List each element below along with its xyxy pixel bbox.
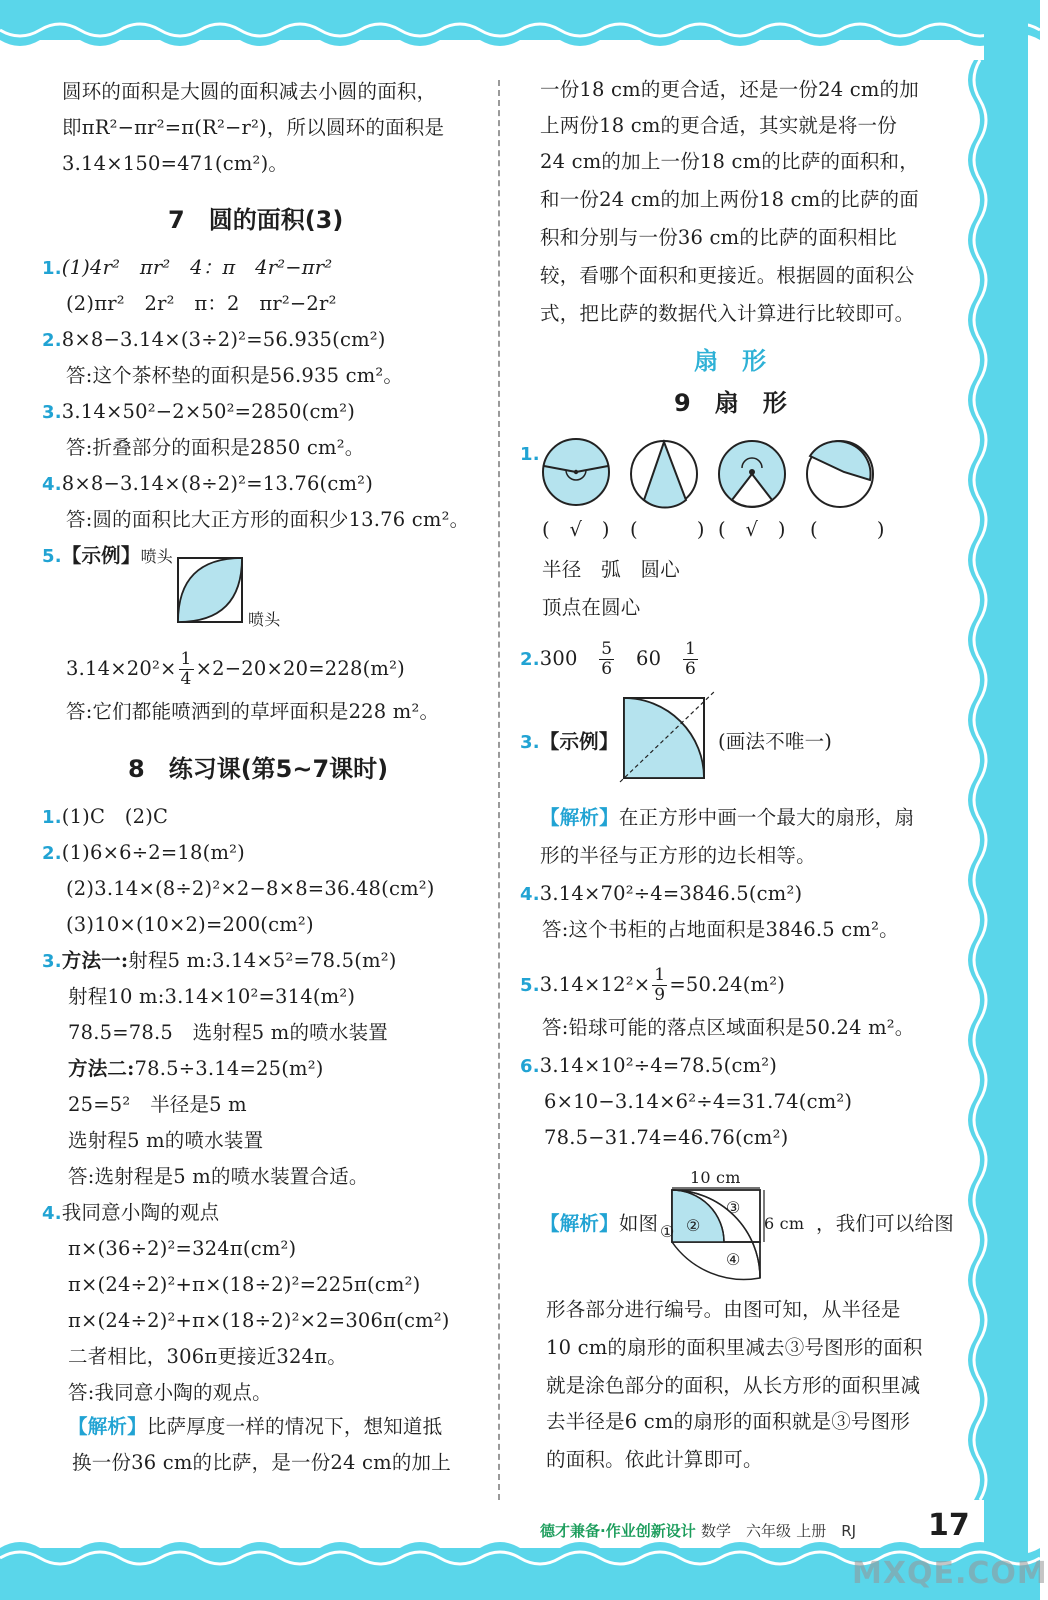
s8-q4-calc-3: π×(24÷2)²+π×(18÷2)²×2=306π(cm²): [68, 1309, 450, 1332]
s8-q3-calc-1: 射程5 m:3.14×5²=78.5(m²): [128, 949, 397, 972]
s7-q3-number: 3.: [42, 402, 62, 423]
s9-q5-calc-a: 3.14×12²×: [539, 973, 651, 996]
s9-q6-figure-side-label: 6 cm: [764, 1214, 805, 1233]
s9-q4-calc: 3.14×70²÷4=3846.5(cm²): [539, 882, 803, 905]
section-7-title: 7 圆的面积(3): [168, 206, 344, 234]
s8-q3-answer: 答:选射程是5 m的喷水装置合适。: [68, 1165, 369, 1188]
s9-q6-number: 6.: [520, 1056, 540, 1077]
s9-q1-terms: 半径 弧 圆心: [542, 558, 680, 581]
s9-q3-explain-1: [540, 806, 914, 830]
s9-q6-explain-0b: ，我们可以给图: [816, 1212, 954, 1235]
s9-q5-fraction: [652, 966, 667, 1005]
s9-q2-a: 300: [539, 647, 578, 670]
s9-q4-line-1: [520, 882, 802, 907]
s8-q4-answer: 答:我同意小陶的观点。: [68, 1381, 272, 1404]
s9-q1-number: 1.: [520, 444, 540, 465]
s9-q5-calc-b: =50.24(m²): [669, 973, 786, 996]
s9-q6-label-2: ②: [686, 1216, 701, 1235]
s8-q2-number: 2.: [42, 843, 62, 864]
intro-line-1: 圆环的面积是大圆的面积减去小圆的面积，: [62, 80, 437, 103]
cont-line-3: 24 cm的加上一份18 cm的比萨的面积和，: [540, 150, 919, 173]
s9-q1-mark-4: ( ): [810, 518, 885, 541]
s9-q3-number: 3.: [520, 732, 540, 753]
cont-line-2: 上两份18 cm的更合适，其实就是将一份: [540, 114, 897, 137]
s7-q5-calc: [66, 650, 405, 689]
s8-q4-explain-1: [68, 1415, 442, 1439]
s7-q5-calc-b: ×2−20×20=228(m²): [195, 657, 405, 680]
s9-q3-line: [520, 730, 619, 755]
right-wave-band: [960, 0, 1028, 1600]
s9-q3-note: (画法不唯一): [718, 730, 833, 753]
s7-q2-answer: 答:这个茶杯垫的面积是56.935 cm²。: [66, 364, 404, 387]
s7-q5-frac-num: 1: [180, 649, 192, 669]
s9-q2-f1-den: 6: [601, 659, 613, 679]
unit-title: 扇 形: [694, 347, 766, 375]
s9-q6-label-3: ③: [726, 1198, 741, 1217]
s8-q3-number: 3.: [42, 951, 62, 972]
section-9-title: 9 扇 形: [674, 389, 787, 417]
s7-q5-calc-a: 3.14×20²×: [66, 657, 177, 680]
s9-q6-explain-5: 的面积。依此计算即可。: [546, 1448, 763, 1471]
footer-volume: 上册 RJ: [796, 1522, 857, 1540]
s9-q2-f2-den: 6: [684, 659, 696, 679]
cont-line-7: 式，把比萨的数据代入计算进行比较即可。: [540, 302, 915, 325]
s9-q3-explain-tag: 【解析】: [540, 806, 619, 829]
s7-q4-answer: 答:圆的面积比大正方形的面积少13.76 cm²。: [66, 508, 470, 531]
s7-q1-number: 1.: [42, 258, 62, 279]
s9-q2-fraction-1: [599, 640, 614, 679]
s8-q2-line-1: [42, 841, 245, 866]
intro-line-3: 3.14×150=471(cm²)。: [62, 152, 289, 175]
page-number: 17: [928, 1508, 970, 1543]
s7-q3-line-1: [42, 400, 355, 425]
s9-q1-mark-1: ( √ ): [542, 518, 610, 541]
s8-q4-calc-1: π×(36÷2)²=324π(cm²): [68, 1237, 297, 1260]
s9-q6-explain-4: 去半径是6 cm的扇形的面积就是③号图形: [546, 1410, 911, 1433]
s9-q3-tag: 【示例】: [539, 730, 619, 753]
s9-q5-frac-den: 9: [654, 985, 666, 1005]
footer-subject: 数学 六年级: [700, 1522, 791, 1540]
s7-q4-line-1: [42, 472, 373, 497]
s8-q2-calc-3: (3)10×(10×2)=200(cm²): [66, 913, 314, 936]
s7-q5-tag: 【示例】: [61, 544, 141, 567]
s9-q6-explain-0a: [540, 1212, 658, 1236]
s8-q3-calc-3: 78.5=78.5 选射程5 m的喷水装置: [68, 1021, 388, 1044]
cont-line-6: 较，看哪个面积和更接近。根据圆的面积公: [540, 264, 915, 287]
s8-q3-method-1: 方法一:: [61, 949, 129, 972]
footer-brand-name: 德才兼备·作业创新设计: [540, 1522, 696, 1540]
s9-q6-explain-tag: 【解析】: [540, 1212, 619, 1235]
s9-q6-line-1: [520, 1054, 777, 1079]
s8-q3-calc-6: 选射程5 m的喷水装置: [68, 1129, 264, 1152]
cont-line-5: 积和分别与一份36 cm的比萨的面积相比: [540, 226, 897, 249]
s8-q3-method-2: 方法二:: [68, 1057, 135, 1080]
s7-q5-answer: 答:它们都能喷洒到的草坪面积是228 m²。: [66, 700, 440, 723]
s9-q6-label-1: ①: [660, 1222, 675, 1241]
s7-q1-line-1: [42, 256, 332, 281]
s7-q5-number: 5.: [42, 546, 62, 567]
s9-q4-number: 4.: [520, 884, 540, 905]
s8-q3-calc-2: 射程10 m:3.14×10²=314(m²): [68, 985, 356, 1008]
s8-q4-explain-2: 换一份36 cm的比萨，是一份24 cm的加上: [72, 1451, 451, 1474]
s9-q1-mark-3: ( √ ): [718, 518, 786, 541]
s9-q6-label-4: ④: [726, 1250, 741, 1269]
s7-q5-nozzle-label-2: 喷头: [248, 610, 281, 629]
s8-q1-text: (1)C (2)C: [61, 805, 169, 828]
s8-q4-explain-tag: 【解析】: [68, 1415, 147, 1438]
s9-q6-calc-2: 6×10−3.14×6²÷4=31.74(cm²): [544, 1090, 853, 1113]
s9-q6-calc-1: 3.14×10²÷4=78.5(cm²): [539, 1054, 778, 1077]
column-divider: [498, 80, 500, 1500]
s8-q2-calc-1: (1)6×6÷2=18(m²): [61, 841, 245, 864]
s9-q1-circles-figure: [540, 436, 890, 512]
s7-q1-text-1: (1)4r² πr² 4：π 4r²−πr²: [61, 256, 333, 279]
s8-q3-line-1: [42, 949, 397, 974]
watermark: MXQE.COM: [852, 1556, 1048, 1591]
intro-line-2: 即πR²−πr²=π(R²−r²)，所以圆环的面积是: [62, 116, 445, 139]
s9-q6-figure-top-label: 10 cm: [690, 1168, 741, 1187]
section-8-title: 8 练习课(第5~7课时): [128, 755, 389, 783]
s9-q4-answer: 答:这个书柜的占地面积是3846.5 cm²。: [542, 918, 899, 941]
top-wave-band: [0, 0, 1028, 62]
s7-q4-calc: 8×8−3.14×(8÷2)²=13.76(cm²): [61, 472, 374, 495]
s8-q4-number: 4.: [42, 1203, 62, 1224]
s8-q4-calc-2: π×(24÷2)²+π×(18÷2)²=225π(cm²): [68, 1273, 421, 1296]
s9-q2-f2-num: 1: [684, 639, 696, 659]
s9-q6-explain-3: 就是涂色部分的面积，从长方形的面积里减: [546, 1374, 921, 1397]
s7-q1-line-2: (2)πr² 2r² π：2 πr²−2r²: [66, 292, 337, 315]
s9-q1-mark-2: ( ): [630, 518, 705, 541]
s8-q4-compare: 二者相比，306π更接近324π。: [68, 1345, 347, 1368]
footer-brand: [540, 1520, 856, 1541]
s8-q3-calc-5: 25=5² 半径是5 m: [68, 1093, 247, 1116]
s8-q2-calc-2: (2)3.14×(8÷2)²×2−8×8=36.48(cm²): [66, 877, 435, 900]
s7-q5-square-figure: [176, 556, 246, 626]
s7-q5-fraction: [179, 650, 194, 689]
s9-q2-b: 60: [636, 647, 662, 670]
s8-q4-explain-text-1: 比萨厚度一样的情况下，想知道抵: [146, 1415, 443, 1438]
s9-q1-number-wrap: [520, 442, 540, 467]
s9-q5-line-1: [520, 966, 785, 1005]
s9-q3-explain-2: 形的半径与正方形的边长相等。: [540, 844, 816, 867]
s7-q5-nozzle-label-1: 喷头: [140, 547, 173, 566]
cont-line-1: 一份18 cm的更合适，还是一份24 cm的加: [540, 78, 919, 101]
s9-q5-answer: 答:铅球可能的落点区域面积是50.24 m²。: [542, 1016, 915, 1039]
s9-q2-fraction-2: [683, 640, 698, 679]
s9-q6-explain-1: 形各部分进行编号。由图可知，从半径是: [546, 1298, 901, 1321]
s9-q3-square-sector-figure: [620, 690, 720, 782]
s9-q2: [520, 640, 700, 679]
s8-q1: [42, 805, 168, 830]
s9-q3-explain-text-1: 在正方形中画一个最大的扇形，扇: [618, 806, 915, 829]
cont-line-4: 和一份24 cm的加上两份18 cm的比萨的面: [540, 188, 919, 211]
s9-q6-explain-lead: 如图: [618, 1212, 659, 1235]
s9-q5-number: 5.: [520, 975, 540, 996]
s8-q3-line-4: [68, 1057, 324, 1081]
s9-q2-f1-num: 5: [601, 639, 613, 659]
s9-q1-vertex-note: 顶点在圆心: [542, 596, 641, 619]
s8-q4-opinion: 我同意小陶的观点: [61, 1201, 220, 1224]
s8-q1-number: 1.: [42, 807, 62, 828]
s7-q2-calc: 8×8−3.14×(3÷2)²=56.935(cm²): [61, 328, 386, 351]
s7-q2-number: 2.: [42, 330, 62, 351]
s9-q2-number: 2.: [520, 649, 540, 670]
s7-q2-line-1: [42, 328, 386, 353]
s7-q3-answer: 答:折叠部分的面积是2850 cm²。: [66, 436, 365, 459]
s7-q5-line-1: [42, 544, 173, 569]
s9-q6-explain-2: 10 cm的扇形的面积里减去③号图形的面积: [546, 1336, 923, 1359]
s7-q5-frac-den: 4: [180, 669, 192, 689]
s8-q3-calc-4: 78.5÷3.14=25(m²): [134, 1057, 324, 1080]
s8-q4-line-1: [42, 1201, 219, 1226]
s9-q6-calc-3: 78.5−31.74=46.76(cm²): [544, 1126, 789, 1149]
s9-q5-frac-num: 1: [654, 965, 666, 985]
s9-q6-figure: [660, 1184, 772, 1284]
s7-q3-calc: 3.14×50²−2×50²=2850(cm²): [61, 400, 356, 423]
s7-q4-number: 4.: [42, 474, 62, 495]
